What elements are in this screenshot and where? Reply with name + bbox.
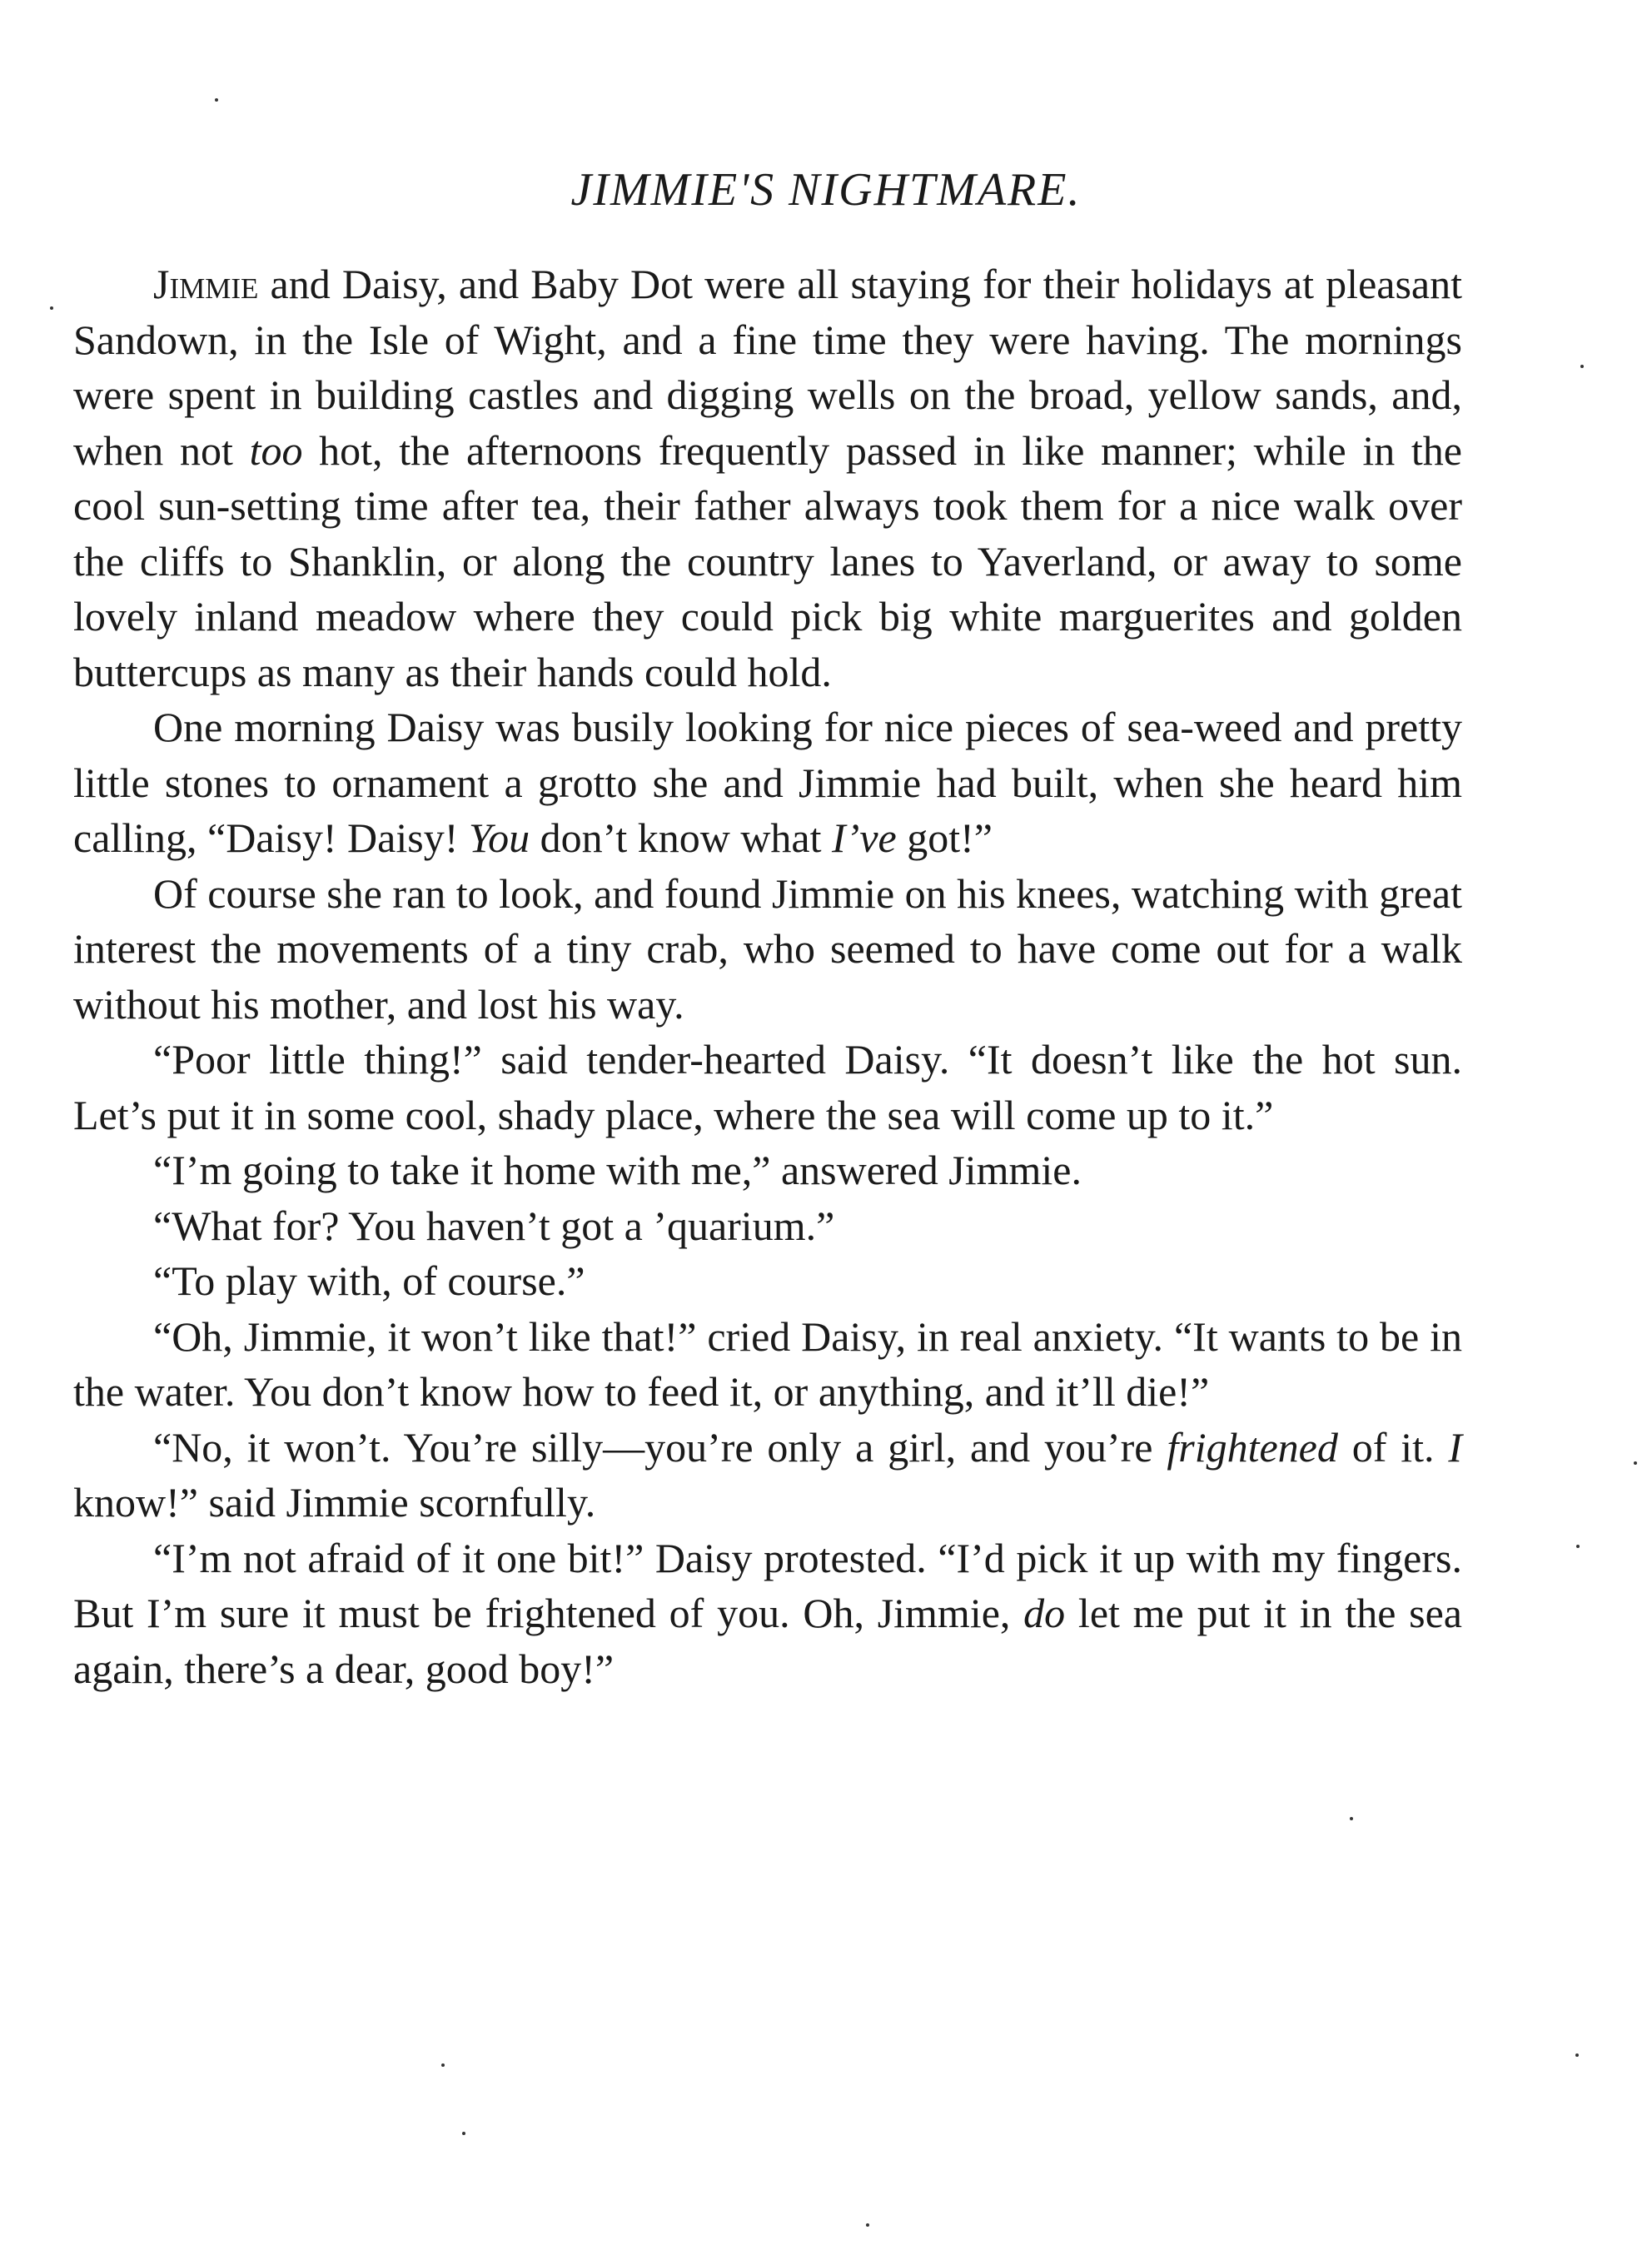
paragraph-text: Of course she ran to look, and found Jimmie on his knees, watching with great interest the movements of a tiny crab, who seemed to have come out for a walk without his mother, and lost his way. xyxy=(73,869,1462,1028)
scan-speck xyxy=(1634,1461,1637,1465)
emphasis: do xyxy=(1023,1590,1066,1636)
paragraph-text: let me put it in the sea again, there’s a dear, good boy!” xyxy=(73,1590,1462,1692)
scan-speck xyxy=(866,2223,869,2227)
paragraph-text: “Oh, Jimmie, it won’t like that!” cried Daisy, in real anxiety. “It wants to be in the water. You don’t know how to feed it, or anything, and it’ll die!” xyxy=(73,1312,1462,1415)
paragraph-lead: Jimmie xyxy=(153,261,259,307)
paragraph-7 xyxy=(73,1253,1462,1309)
paragraph-text: One morning Daisy was busily looking for nice pieces of sea-weed and pretty little stones to ornament a grotto she and Jimmie had built, when she heard him calling, “Daisy! Daisy! xyxy=(73,704,1462,861)
emphasis: I’ve xyxy=(832,814,897,861)
paragraph-3 xyxy=(73,866,1462,1033)
chapter-title: JIMMIE'S NIGHTMARE. xyxy=(570,164,1082,216)
paragraph-text: know!” said Jimmie scornfully. xyxy=(73,1479,596,1526)
paragraph-text: of it. xyxy=(1337,1423,1449,1471)
emphasis: frightened xyxy=(1167,1423,1338,1471)
scan-speck xyxy=(1576,1545,1580,1548)
paragraph-9 xyxy=(73,1420,1462,1531)
paragraph-text: and Daisy, and Baby Dot were all staying for their holidays at pleasant Sandown, in the Isle of Wight, and a fine time they were having. The mornings were spent in building castles and digging wells on the broad, yellow sands, and, when not xyxy=(73,261,1462,474)
emphasis: too xyxy=(249,426,303,474)
paragraph-text: “To play with, of course.” xyxy=(153,1257,585,1304)
paragraph-10 xyxy=(73,1531,1462,1697)
paragraph-5 xyxy=(73,1142,1462,1198)
story-body xyxy=(73,256,1462,1696)
scan-speck xyxy=(441,2063,445,2067)
paragraph-text: don’t know what xyxy=(530,814,833,861)
paragraph-text: “I’m not afraid of it one bit!” Daisy protested. “I’d pick it up with my fingers. But I’m sure it must be frightened of you. Oh, Jimmie, xyxy=(73,1534,1462,1636)
paragraph-2 xyxy=(73,699,1462,866)
paragraph-text: “No, it won’t. You’re silly—you’re only a girl, and you’re xyxy=(153,1423,1167,1471)
scan-speck xyxy=(1350,1817,1353,1820)
scan-speck xyxy=(50,306,53,310)
paragraph-4 xyxy=(73,1032,1462,1142)
paragraph-text: got!” xyxy=(896,814,993,861)
scan-speck xyxy=(1575,2053,1579,2057)
paragraph-8 xyxy=(73,1309,1462,1420)
scan-speck xyxy=(462,2132,465,2135)
paragraph-text: “What for? You haven’t got a ’quarium.” xyxy=(153,1202,835,1249)
paragraph-text: hot, the afternoons frequently passed in like manner; while in the cool sun-setting time after tea, their father always took them for a nice walk over the cliffs to Shanklin, or along the country lanes to Yaverland, or away to some lovely inland meadow where they could pick big white marguerites and golden buttercups as many as their hands could hold. xyxy=(73,426,1462,695)
scan-speck xyxy=(1580,365,1584,368)
paragraph-6 xyxy=(73,1198,1462,1254)
paragraph-text: “I’m going to take it home with me,” answered Jimmie. xyxy=(153,1147,1082,1193)
emphasis: You xyxy=(468,814,530,861)
emphasis: I xyxy=(1448,1423,1462,1471)
paragraph-text: “Poor little thing!” said tender-hearted Daisy. “It doesn’t like the hot sun. Let’s put it in some cool, shady place, where the sea will come up to it.” xyxy=(73,1036,1462,1138)
scan-speck xyxy=(215,98,218,102)
paragraph-1 xyxy=(73,256,1462,699)
